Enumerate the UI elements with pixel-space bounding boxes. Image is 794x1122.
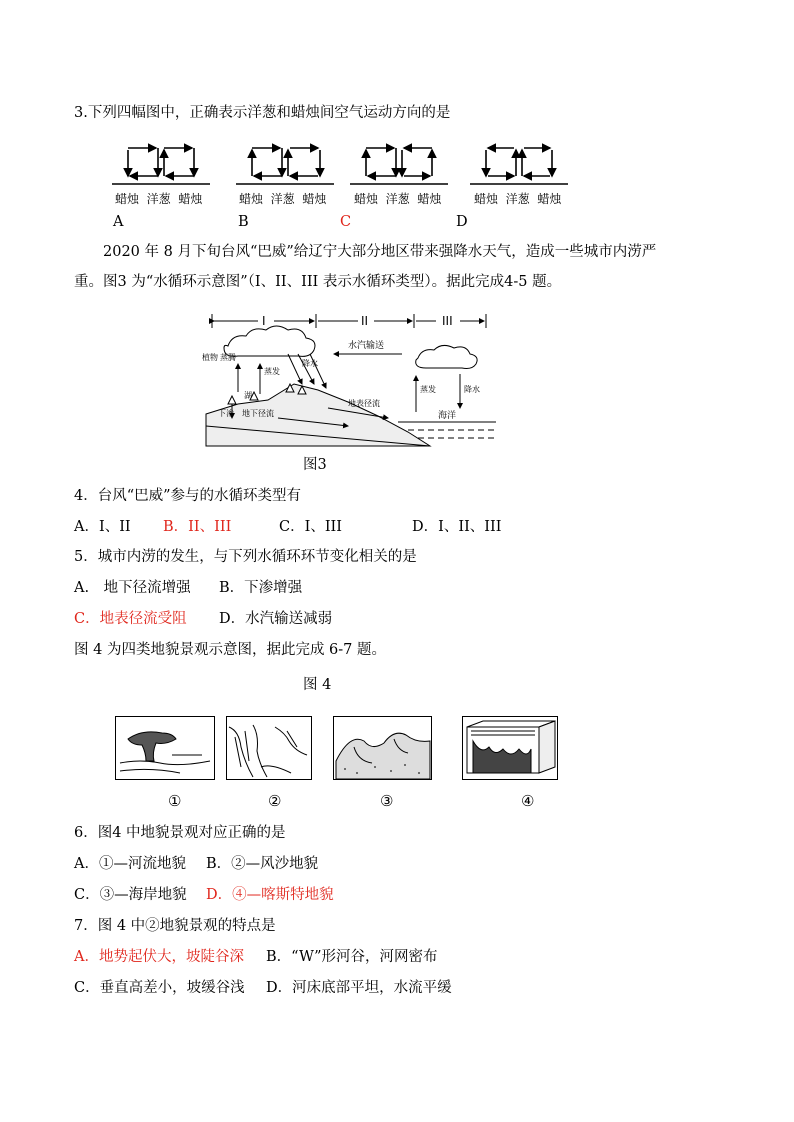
- q6-option-d: D．④—喀斯特地貌: [206, 887, 334, 903]
- fig3-evap-land: 蒸发: [264, 367, 280, 376]
- q3-option-c: C: [340, 214, 352, 230]
- q3-d-label-1: 蜡烛: [474, 192, 499, 206]
- q5-option-a: A. 地下径流增强: [74, 580, 191, 596]
- q3-stem: 3.下列四幅图中，正确表示洋葱和蜡烛间空气运动方向的是: [74, 105, 451, 121]
- fig4-caption: 图 4: [303, 677, 332, 693]
- fig4-intro: 图 4 为四类地貌景观示意图，据此完成 6-7 题。: [74, 642, 387, 658]
- landform-2-gorge: [226, 716, 312, 780]
- passage-line-2: 重。图3 为“水循环示意图”（I、II、III 表示水循环类型）。据此完成4-5 题。: [74, 274, 562, 290]
- q3-option-d: D: [456, 214, 468, 230]
- q6-option-b: B．②—风沙地貌: [206, 856, 319, 872]
- fig3-plant: 植物: [202, 353, 218, 362]
- landform-4-svg: [463, 717, 557, 779]
- q3-c-label-3: 蜡烛: [417, 192, 442, 206]
- q3-b-label-2: 洋葱: [270, 192, 295, 206]
- q6-stem: 6．图4 中地貌景观对应正确的是: [74, 825, 286, 841]
- q3-option-b: B: [238, 214, 249, 230]
- q3-b-label-3: 蜡烛: [302, 192, 327, 206]
- q3-a-labels: [115, 189, 202, 209]
- fig4-number-4: ④: [521, 792, 535, 810]
- q3-a-label-1: 蜡烛: [115, 192, 140, 206]
- q7-option-b: B．“W”形河谷，河网密布: [266, 949, 438, 965]
- q7-stem: 7．图 4 中②地貌景观的特点是: [74, 918, 276, 934]
- fig3-type-2: II: [361, 314, 369, 328]
- q3-b-labels: [239, 189, 326, 209]
- landform-1-mushroom-rock: [115, 716, 215, 780]
- fig3-evap-sea: 蒸发: [420, 385, 436, 394]
- fig4-number-2: ②: [268, 792, 282, 810]
- q4-option-d: D．I、II、III: [412, 519, 502, 535]
- q3-c-labels: [354, 189, 441, 209]
- passage-line-1: 2020 年 8 月下旬台风“巴威”给辽宁大部分地区带来强降水天气，造成一些城市内涝严: [103, 244, 657, 260]
- q3-d-label-2: 洋葱: [505, 192, 530, 206]
- fig3-caption: 图3: [303, 457, 327, 473]
- fig3-ocean: 海洋: [438, 411, 457, 421]
- q4-stem: 4．台风“巴威”参与的水循环类型有: [74, 488, 302, 504]
- landform-2-svg: [227, 717, 311, 779]
- q6-option-c: C．③—海岸地貌: [74, 887, 187, 903]
- q3-a-label-2: 洋葱: [146, 192, 171, 206]
- fig3-precip-land: 降水: [302, 359, 318, 368]
- q3-option-a: A: [113, 214, 124, 230]
- fig3-surface: 地表径流: [348, 399, 380, 408]
- landform-4-karst: [462, 716, 558, 780]
- fig4-number-3: ③: [380, 792, 394, 810]
- q3-d-labels: [474, 189, 561, 209]
- q7-option-c: C．垂直高差小，坡缓谷浅: [74, 980, 245, 996]
- fig4-number-1: ①: [168, 792, 182, 810]
- q3-a-label-3: 蜡烛: [178, 192, 203, 206]
- q3-c-label-1: 蜡烛: [354, 192, 379, 206]
- fig3-precip-sea: 降水: [464, 385, 480, 394]
- fig3-type-1: I: [262, 314, 266, 328]
- q4-option-a: A．I、II: [74, 519, 131, 535]
- q4-option-c: C．I、III: [279, 519, 343, 535]
- q3-c-label-2: 洋葱: [385, 192, 410, 206]
- q5-option-b: B．下渗增强: [219, 580, 303, 596]
- landform-3-dunes: [333, 716, 432, 780]
- fig3-infiltration: 下渗: [218, 409, 234, 418]
- fig3-lake: 湖: [244, 391, 252, 400]
- q5-option-d: D．水汽输送减弱: [219, 611, 333, 627]
- fig3-water-cycle: [198, 308, 498, 458]
- q5-stem: 5．城市内涝的发生，与下列水循环环节变化相关的是: [74, 549, 417, 565]
- landform-1-svg: [116, 717, 214, 779]
- q6-option-a: A．①—河流地貌: [74, 856, 186, 872]
- q3-d-label-3: 蜡烛: [537, 192, 562, 206]
- fig3-vapor: 水汽输送: [348, 341, 385, 351]
- fig3-type-3: III: [442, 314, 453, 328]
- fig3-groundwater: 地下径流: [242, 409, 274, 418]
- q5-option-c: C．地表径流受阻: [74, 611, 187, 627]
- landform-3-svg: [334, 717, 431, 779]
- fig3-svg: [198, 308, 498, 454]
- q4-option-b: B．II、III: [163, 519, 232, 535]
- q7-option-a: A．地势起伏大，坡陡谷深: [74, 949, 244, 965]
- q7-option-d: D．河床底部平坦，水流平缓: [266, 980, 452, 996]
- q3-b-label-1: 蜡烛: [239, 192, 264, 206]
- fig3-transpiration: 蒸腾: [220, 353, 236, 362]
